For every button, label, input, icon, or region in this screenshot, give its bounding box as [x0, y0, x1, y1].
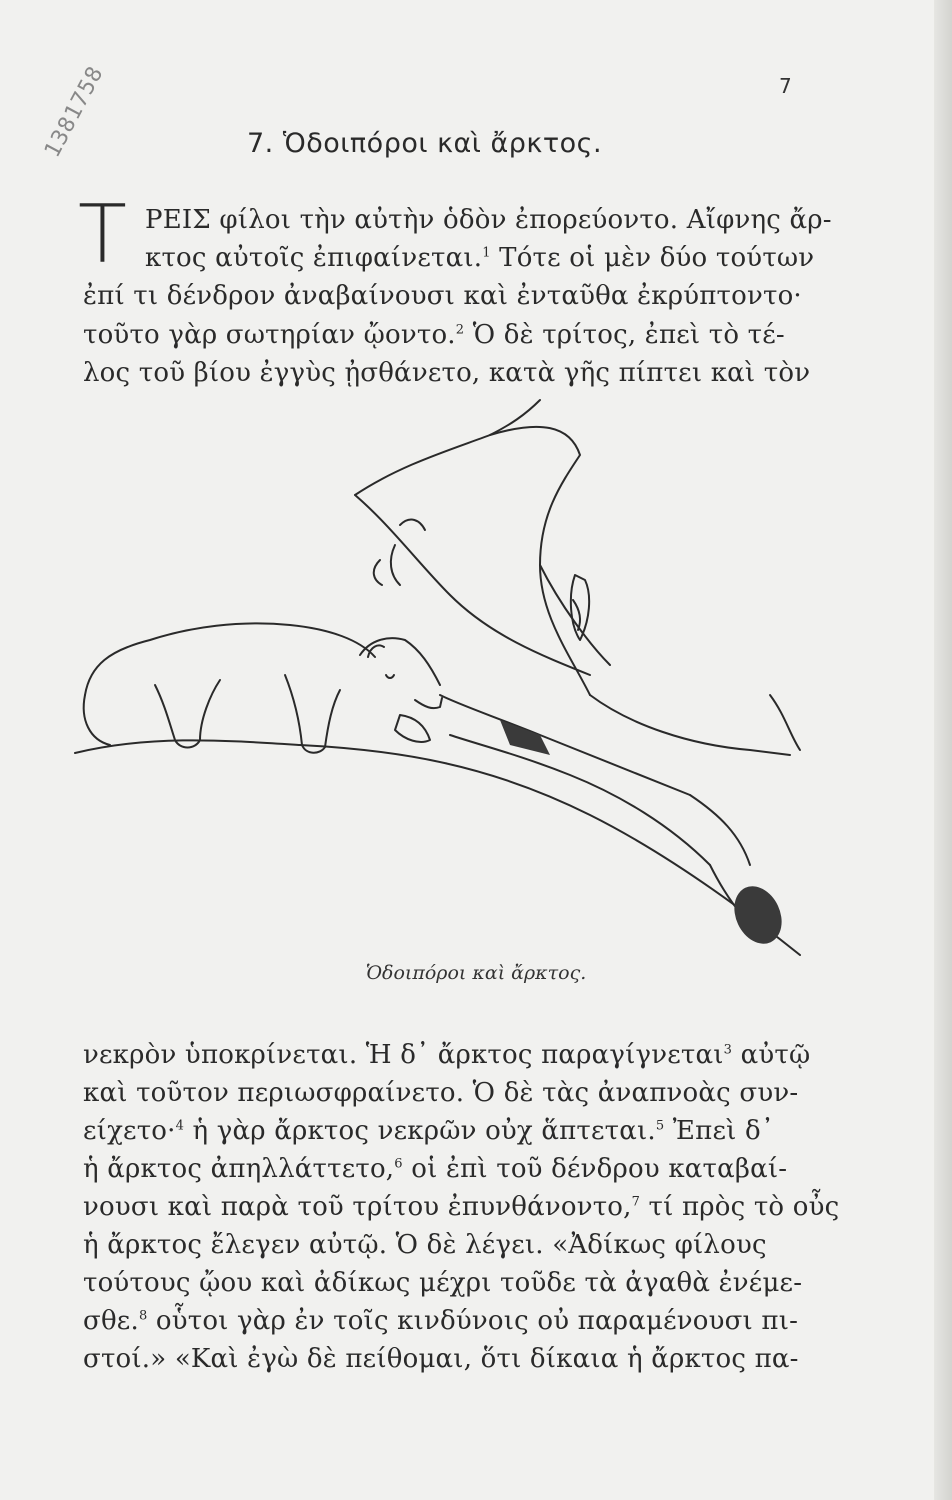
paragraph-line: ἐπί τι δένδρον ἀναβαίνουσι καὶ ἐνταῦθα ἐκρύπτοντο· [83, 281, 802, 311]
paragraph-line: ΡΕΙΣ φίλοι τὴν αὐτὴν ὁδὸν ἐπορεύοντο. Αἴφνης ἄρ- [145, 205, 832, 235]
paragraph-line: κτος αὐτοῖς ἐπιφαίνεται.$^1$ Τότε οἱ μὲν δύο τούτων [145, 243, 815, 273]
paragraph-line: τούτους ᾤου καὶ ἀδίκως μέχρι τοῦδε τὰ ἀγαθὰ ἐνέμε- [83, 1268, 803, 1298]
footnote-marker: 5 [655, 1118, 665, 1134]
dropcap-letter: Τ [78, 188, 127, 281]
footnote-marker: 8 [138, 1308, 148, 1324]
paragraph-line: λος τοῦ βίου ἐγγὺς ᾐσθάνετο, κατὰ γῆς πίπτει καὶ τὸν [83, 358, 811, 388]
paragraph-line: νεκρὸν ὑποκρίνεται. Ἡ δ᾽ ἄρκτος παραγίγνεται$^3$ αὐτῷ [83, 1040, 811, 1070]
paragraph-line: στοί.» «Καὶ ἐγὼ δὲ πείθομαι, ὅτι δίκαια ἡ ἄρκτος πα- [83, 1344, 799, 1374]
footnote-marker: 1 [482, 245, 491, 261]
footnote-marker: 2 [455, 322, 465, 338]
page-number: 7 [779, 74, 792, 98]
paragraph-line: καὶ τοῦτον περιωσφραίνετο. Ὁ δὲ τὰς ἀναπνοὰς συν- [83, 1078, 799, 1108]
footnote-marker: 7 [631, 1194, 641, 1210]
handwritten-mark: 1381758 [40, 61, 109, 162]
footnote-marker: 4 [175, 1118, 185, 1134]
chapter-title: 7. Ὁδοιπόροι καὶ ἄρκτος. [247, 128, 603, 159]
paragraph-line: σθε.$^8$ οὗτοι γὰρ ἐν τοῖς κινδύνοις οὐ παραμένουσι πι- [83, 1306, 799, 1336]
illustration-caption: Ὁδοιπόροι καὶ ἄρκτος. [365, 962, 587, 984]
paragraph-line: είχετο·$^4$ ἡ γὰρ ἄρκτος νεκρῶν οὐχ ἅπτεται.$^5$ Ἐπεὶ δ᾽ [83, 1116, 775, 1146]
paragraph-line: νουσι καὶ παρὰ τοῦ τρίτου ἐπυνθάνοντο,$^7$ τί πρὸς τὸ οὖς [83, 1192, 840, 1222]
paragraph-line: ἡ ἄρκτος ἀπηλλάττετο,$^6$ οἱ ἐπὶ τοῦ δένδρου καταβαί- [83, 1154, 788, 1184]
paragraph-line: ἡ ἄρκτος ἔλεγεν αὐτῷ. Ὁ δὲ λέγει. «Ἀδίκως φίλους [83, 1230, 767, 1260]
paragraph-line: τοῦτο γὰρ σωτηρίαν ᾤοντο.$^2$ Ὁ δὲ τρίτος, ἐπεὶ τὸ τέ- [83, 320, 785, 350]
page-edge [934, 0, 952, 1500]
footnote-marker: 6 [394, 1156, 403, 1172]
footnote-marker: 3 [723, 1042, 733, 1058]
bear-and-travelers-illustration [70, 395, 830, 960]
